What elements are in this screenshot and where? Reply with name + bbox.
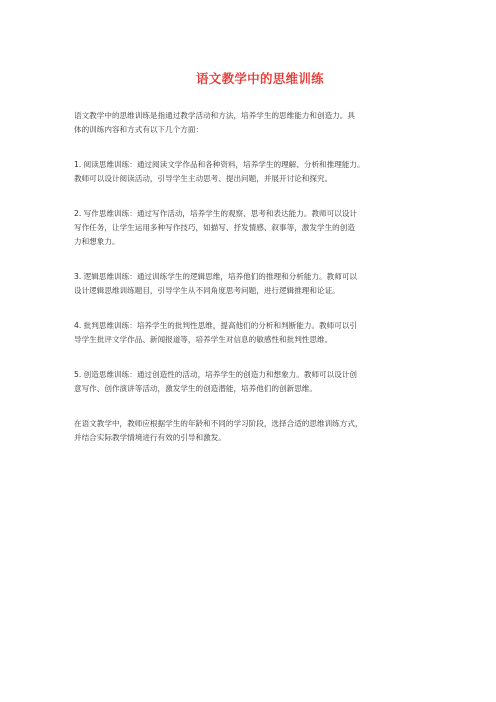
intro-line: 语文教学中的思维训练是指通过教学活动和方法，培养学生的思维能力和创造力。具	[74, 111, 355, 120]
list-item-line: 3. 逻辑思维训练：通过训练学生的逻辑思维，培养他们的推理和分析能力。教师可以	[74, 272, 358, 281]
list-item-creative	[74, 368, 434, 396]
list-item-writing	[74, 207, 434, 249]
list-item-line: 5. 创造思维训练：通过创造性的活动，培养学生的创造力和想象力。教师可以设计创	[74, 370, 358, 379]
list-item-line: 写作任务，让学生运用多种写作技巧，如描写、抒发情感、叙事等，激发学生的创造	[74, 223, 355, 232]
list-item-line: 意写作、创作演讲等活动，激发学生的创造潜能，培养他们的创新思维。	[74, 384, 317, 393]
intro-line: 体的训练内容和方式有以下几个方面：	[74, 125, 204, 134]
list-item-line: 4. 批判思维训练：培养学生的批判性思维，提高他们的分析和判断能力。教师可以引	[74, 321, 358, 330]
list-item-critical	[74, 319, 434, 347]
list-item-line: 1. 阅读思维训练：通过阅读文学作品和各种资料，培养学生的理解、分析和推理能力。	[74, 160, 365, 169]
document-title: 语文教学中的思维训练	[195, 71, 324, 86]
list-item-line: 2. 写作思维训练：通过写作活动，培养学生的观察、思考和表达能力。教师可以设计	[74, 209, 358, 218]
list-item-line: 教师可以设计阅读活动，引导学生主动思考、提出问题，并展开讨论和探究。	[74, 174, 333, 183]
list-item-logic	[74, 270, 434, 298]
list-item-reading	[74, 158, 434, 186]
list-item-line: 力和想象力。	[74, 237, 120, 246]
list-item-line: 导学生批评文学作品、新闻报道等，培养学生对信息的敏感性和批判性思维。	[74, 335, 333, 344]
conclusion-line: 在语文教学中，教师应根据学生的年龄和不同的学习阶段，选择合适的思维训练方式，	[74, 419, 363, 428]
intro-paragraph	[74, 109, 434, 137]
list-item-line: 设计逻辑思维训练题目，引导学生从不同角度思考问题，进行逻辑推理和论证。	[74, 286, 340, 295]
conclusion-paragraph	[74, 417, 434, 445]
conclusion-line: 并结合实际教学情境进行有效的引导和激发。	[74, 433, 226, 442]
